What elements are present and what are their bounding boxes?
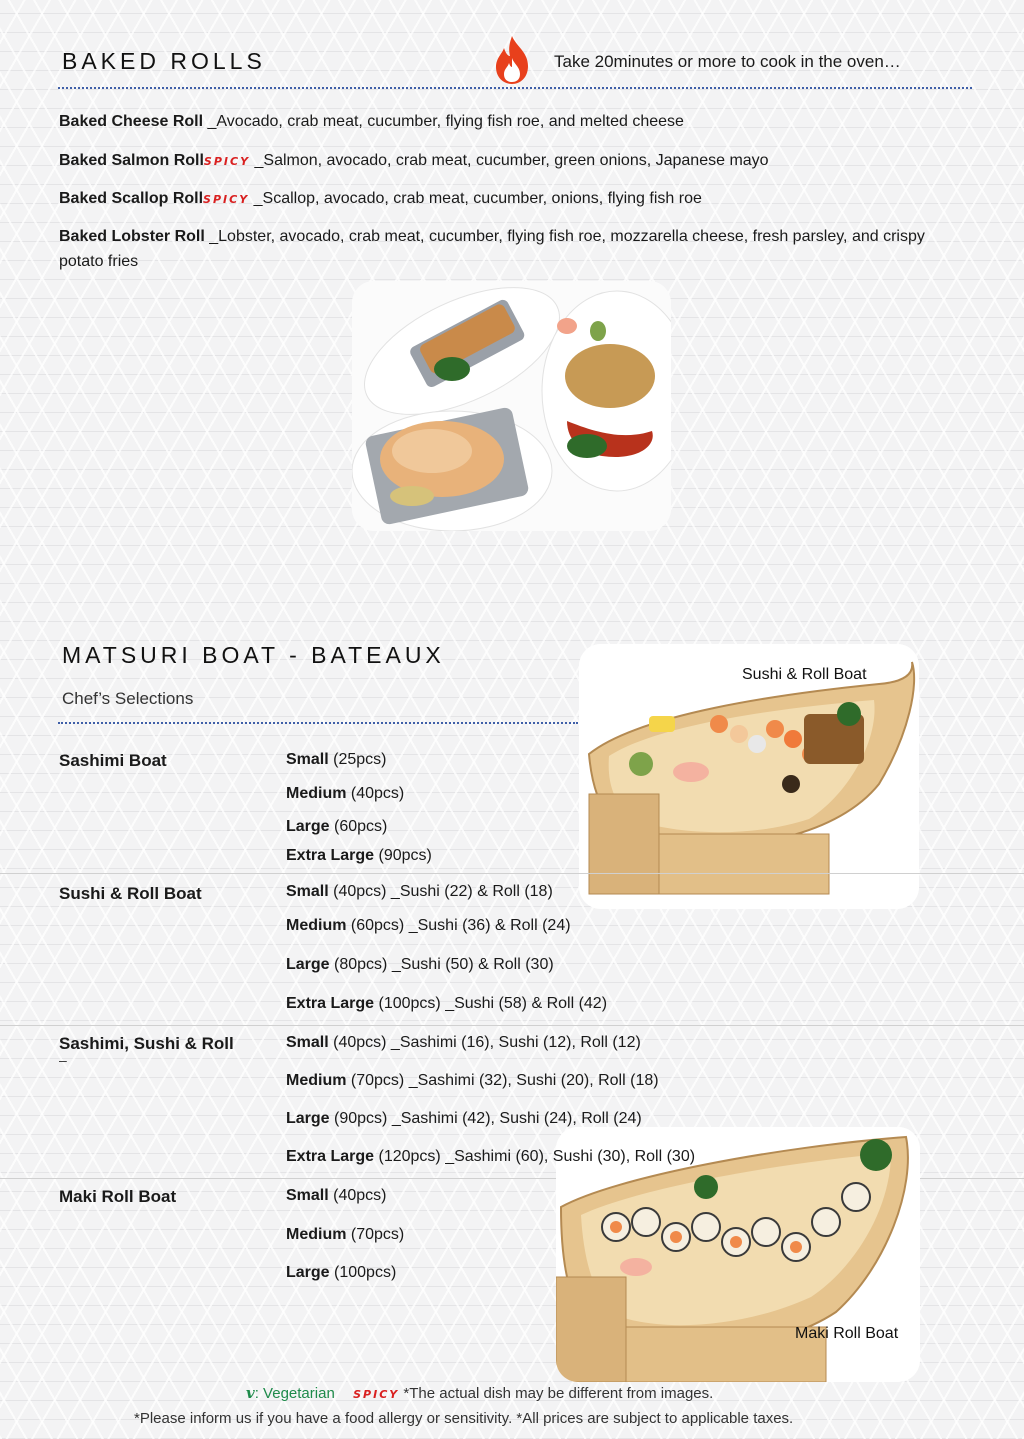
- size-option: Large (60pcs): [286, 818, 388, 835]
- size-option: Medium (40pcs): [286, 785, 405, 802]
- oven-note: Take 20minutes or more to cook in the oven…: [554, 52, 901, 71]
- size-option: Small (40pcs): [286, 1187, 387, 1204]
- item-description: _Salmon, avocado, crab meat, cucumber, green onions, Japanese mayo: [250, 152, 769, 169]
- size-option: Medium (70pcs): [286, 1226, 405, 1243]
- item-name: Baked Lobster Roll: [59, 228, 205, 245]
- row-separator: [0, 873, 1024, 874]
- spicy-tag: SPICY: [203, 155, 251, 168]
- size-option: Extra Large (100pcs) _Sushi (58) & Roll (42): [286, 995, 608, 1012]
- item-name: Baked Scallop Roll: [59, 190, 204, 207]
- vegetarian-label: : Vegetarian: [254, 1385, 335, 1402]
- baked-rolls-photo: [352, 281, 671, 531]
- size-option: Small (25pcs): [286, 751, 387, 768]
- item-description: _Avocado, crab meat, cucumber, flying fish roe, and melted cheese: [203, 113, 684, 130]
- spicy-tag: SPICY: [203, 193, 250, 206]
- photo-caption: Maki Roll Boat: [795, 1325, 899, 1342]
- size-option: Small (40pcs) _Sushi (22) & Roll (18): [286, 883, 553, 900]
- size-option: Medium (60pcs) _Sushi (36) & Roll (24): [286, 917, 571, 934]
- item-description: _Lobster, avocado, crab meat, cucumber, flying fish roe, mozzarella cheese, fresh parsley, and crispy potato fries: [59, 228, 925, 270]
- size-option: Large (80pcs) _Sushi (50) & Roll (30): [286, 956, 554, 973]
- vegetarian-icon: v: [246, 1384, 255, 1402]
- section-title-baked-rolls: BAKED ROLLS: [62, 48, 266, 74]
- menu-item: [59, 149, 959, 174]
- size-option: Extra Large (120pcs) _Sashimi (60), Sushi (30), Roll (30): [286, 1148, 696, 1165]
- legend-line: [246, 1384, 713, 1402]
- allergy-tax-note: *Please inform us if you have a food allergy or sensitivity. *All prices are subject to applicable taxes.: [134, 1410, 794, 1427]
- menu-item: [59, 110, 959, 135]
- spicy-legend: SPICY: [353, 1388, 400, 1401]
- section-subtitle: Chef’s Selections: [62, 689, 194, 708]
- flame-icon: [488, 34, 536, 86]
- boat-name: Sashimi, Sushi & Roll: [59, 1034, 234, 1053]
- menu-item: [59, 225, 959, 274]
- menu-item: [59, 187, 959, 212]
- size-option: Large (100pcs): [286, 1264, 397, 1281]
- boat-name: Sushi & Roll Boat: [59, 884, 202, 903]
- size-option: Medium (70pcs) _Sashimi (32), Sushi (20), Roll (18): [286, 1072, 659, 1089]
- section-title-boats: MATSURI BOAT - BATEAUX: [62, 642, 445, 668]
- row-separator: [0, 1025, 1024, 1026]
- name-dash: –: [59, 1052, 67, 1068]
- photo-caption: Sushi & Roll Boat: [742, 666, 867, 683]
- size-option: Extra Large (90pcs): [286, 847, 432, 864]
- size-option: Small (40pcs) _Sashimi (16), Sushi (12), Roll (12): [286, 1034, 641, 1051]
- boat-name: Sashimi Boat: [59, 751, 167, 770]
- dotted-divider: [58, 87, 972, 89]
- item-description: _Scallop, avocado, crab meat, cucumber, onions, flying fish roe: [249, 190, 702, 207]
- image-disclaimer: *The actual dish may be different from images.: [403, 1385, 714, 1402]
- item-name: Baked Salmon Roll: [59, 152, 204, 169]
- dotted-divider: [58, 722, 578, 724]
- size-option: Large (90pcs) _Sashimi (42), Sushi (24), Roll (24): [286, 1110, 642, 1127]
- item-name: Baked Cheese Roll: [59, 113, 204, 130]
- boat-name: Maki Roll Boat: [59, 1187, 177, 1206]
